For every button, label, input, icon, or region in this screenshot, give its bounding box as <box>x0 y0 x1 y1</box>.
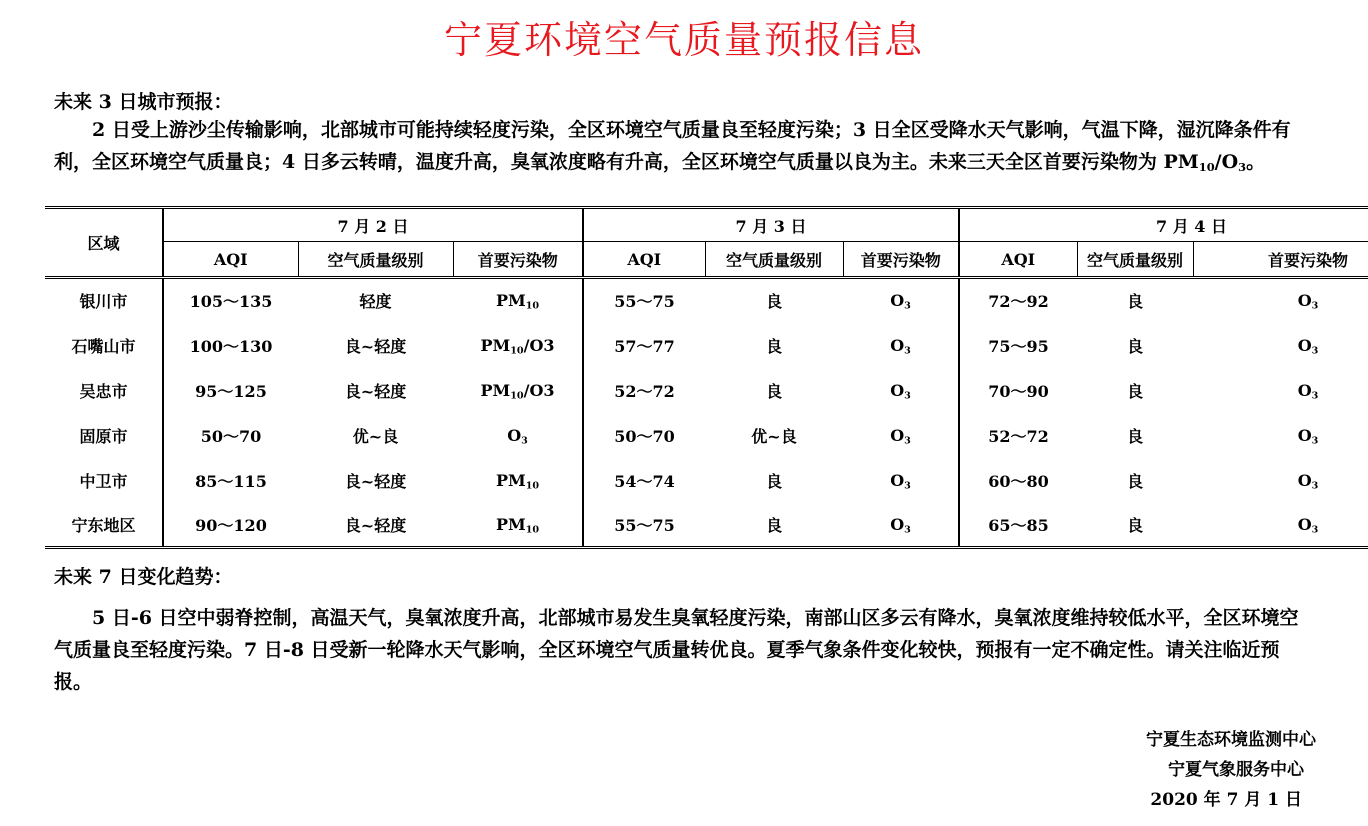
forecast-text-end: 。 <box>1246 151 1266 173</box>
pollutant-cell <box>1193 323 1368 368</box>
table-row <box>45 413 1368 458</box>
pollutant-cell <box>843 413 959 458</box>
pollutant-subscript: 3 <box>904 344 911 356</box>
pollutant-cell <box>843 323 959 368</box>
trend-heading: 未来 7 日变化趋势： <box>54 566 233 588</box>
region-header: 区域 <box>45 208 163 278</box>
pollutant-name: O <box>890 470 905 490</box>
city-cell: 银川市 <box>45 278 163 323</box>
pollutant-cell <box>843 458 959 503</box>
table-row <box>45 323 1368 368</box>
pollutant-name: PM <box>480 335 511 355</box>
level-cell: 良 <box>1126 336 1143 356</box>
pollutant-cell <box>1193 368 1368 413</box>
pollutant-cell <box>843 503 959 548</box>
forecast-table <box>45 206 1368 549</box>
level-cell: 良 <box>1077 503 1193 548</box>
signature-org-2: 宁夏气象服务中心 <box>1168 760 1304 780</box>
table-row <box>45 278 1368 323</box>
pollutant-name: O <box>890 335 905 355</box>
pollutant-cell <box>1193 458 1368 503</box>
pollutant-cell <box>843 278 959 323</box>
pollutant-subscript: 10 <box>525 479 540 491</box>
aqi-cell: 65～85 <box>959 503 1077 548</box>
city-cell: 固原市 <box>45 413 163 458</box>
pollutant-name: O <box>1297 514 1312 534</box>
table-row <box>45 368 1368 413</box>
level-cell: 良 <box>765 471 782 491</box>
pollutant-cell <box>453 413 583 458</box>
day-header-2: 7 月 3 日 <box>583 208 959 242</box>
pollutant-subscript: 10 <box>525 524 540 536</box>
col-header-pollutant-day1: 首要污染物 <box>453 242 583 278</box>
aqi-cell: 57～77 <box>614 336 675 356</box>
signature-org-1: 宁夏生态环境监测中心 <box>1146 730 1316 750</box>
pollutant-cell <box>453 323 583 368</box>
level-cell: 良 <box>765 292 782 312</box>
page-title: 宁夏环境空气质量预报信息 <box>443 18 924 62</box>
pollutant-name: O <box>890 380 905 400</box>
pollutant-name: PM <box>495 514 526 534</box>
aqi-cell: 95～125 <box>195 381 267 401</box>
city-cell: 宁东地区 <box>45 503 163 548</box>
level-cell: 优~良 <box>352 426 399 446</box>
level-cell: 良~轻度 <box>344 381 407 401</box>
level-cell: 良 <box>1126 426 1143 446</box>
pollutant-cell <box>1193 503 1368 548</box>
aqi-cell: 90～120 <box>163 503 298 548</box>
pollutant-name: O <box>1297 425 1312 445</box>
aqi-cell: 72～92 <box>988 292 1049 312</box>
aqi-cell: 50～70 <box>614 426 675 446</box>
col-header-aqi-day2: AQI <box>583 242 705 278</box>
pollutant-subscript: 3 <box>1311 344 1319 356</box>
pollutant-cell <box>453 278 583 323</box>
city-cell: 吴忠市 <box>45 368 163 413</box>
pollutant-name: O <box>507 425 522 445</box>
pollutant-subscript: 10 <box>525 300 540 312</box>
pollutant-subscript: 3 <box>1311 300 1319 312</box>
day-header-3: 7 月 4 日 <box>959 208 1368 242</box>
pollutant-subscript: 3 <box>1311 479 1319 491</box>
col-header-aqi-day1: AQI <box>163 242 298 278</box>
level-cell: 良 <box>1126 471 1143 491</box>
forecast-paragraph <box>54 114 1316 178</box>
pollutant-name: O <box>1297 335 1312 355</box>
pollutant-cell <box>453 458 583 503</box>
pollutant-extra: /O3 <box>523 335 555 355</box>
pollutant-cell <box>843 368 959 413</box>
pollutant-name: O <box>1297 470 1312 490</box>
aqi-cell: 50～70 <box>200 426 262 446</box>
pollutant-name: O <box>1297 291 1312 311</box>
aqi-cell: 70～90 <box>988 381 1049 401</box>
trend-paragraph: 5 日-6 日空中弱脊控制，高温天气，臭氧浓度升高，北部城市易发生臭氧轻度污染，南部山区多云有降水，臭氧浓度维持较低水平，全区环境空气质量良至轻度污染。7 日-8 日受新一轮降水天气影响，全区环境空气质量转优良。夏季气象条件变化较快，预报有一定不确定性。请关注临近预报。 <box>54 607 1299 693</box>
pollutant-subscript: 3 <box>904 389 911 401</box>
level-cell: 轻度 <box>359 292 392 312</box>
pollutant-subscript: 3 <box>1311 389 1319 401</box>
col-header-level-day1: 空气质量级别 <box>298 242 453 278</box>
aqi-cell: 55～75 <box>583 503 705 548</box>
aqi-cell: 75～95 <box>988 336 1049 356</box>
aqi-cell: 52～72 <box>614 381 675 401</box>
city-cell: 中卫市 <box>45 458 163 503</box>
col-header-pollutant-day2: 首要污染物 <box>843 242 959 278</box>
aqi-cell: 100～130 <box>189 336 273 356</box>
pollutant-subscript: 3 <box>1311 524 1319 536</box>
aqi-cell: 55～75 <box>614 292 675 312</box>
city-cell: 石嘴山市 <box>45 323 163 368</box>
pollutant-name: O <box>1297 380 1312 400</box>
col-header-pollutant-day3: 首要污染物 <box>1193 242 1368 278</box>
table-row <box>45 458 1368 503</box>
aqi-cell: 105～135 <box>189 292 273 312</box>
pollutant-name: PM <box>495 470 526 490</box>
pollutant-name: O <box>890 291 905 311</box>
pollutant-extra: /O3 <box>523 380 555 400</box>
aqi-cell: 52～72 <box>988 426 1049 446</box>
pollutant-subscript: 3 <box>904 434 911 446</box>
pollutant-subscript: 10 <box>510 344 524 356</box>
aqi-cell: 60～80 <box>988 471 1049 491</box>
pollutant-cell <box>1193 278 1368 323</box>
pollutant-name: PM <box>495 291 526 311</box>
level-cell: 良~轻度 <box>344 471 407 491</box>
level-cell: 良 <box>705 503 843 548</box>
level-cell: 良~轻度 <box>344 336 407 356</box>
level-cell: 良 <box>1126 381 1143 401</box>
pollutant-cell <box>453 503 583 548</box>
pollutant-subscript: 3 <box>1311 434 1319 446</box>
table-row <box>45 503 1368 548</box>
signature-date: 2020 年 7 月 1 日 <box>1150 790 1302 810</box>
day-header-1: 7 月 2 日 <box>163 208 583 242</box>
pollutant-subscript: 3 <box>904 300 911 312</box>
col-header-aqi-day3: AQI <box>959 242 1077 278</box>
forecast-text-main: 2 日受上游沙尘传输影响，北部城市可能持续轻度污染，全区环境空气质量良至轻度污染；3 日全区受降水天气影响，气温下降，湿沉降条件有利，全区环境空气质量良；4 日多云转晴，温度升高，臭氧浓度略有升高，全区环境空气质量以良为主。未来三天全区首要污染物为 PM <box>54 119 1291 173</box>
pollutant-name: O <box>890 425 905 445</box>
pollutant-subscript: 3 <box>904 479 911 491</box>
pollutant-subscript: 3 <box>521 434 528 446</box>
col-header-level-day2: 空气质量级别 <box>705 242 843 278</box>
col-header-level-day3: 空气质量级别 <box>1077 242 1193 278</box>
pollutant-name: PM <box>480 380 511 400</box>
pollutant-subscript: 3 <box>904 524 911 536</box>
forecast-sub-10: 10 <box>1198 159 1215 174</box>
forecast-sub-3: 3 <box>1238 159 1247 174</box>
level-cell: 优~良 <box>751 426 797 446</box>
pollutant-name: O <box>890 514 905 534</box>
forecast-heading: 未来 3 日城市预报： <box>54 91 233 113</box>
level-cell: 良 <box>765 381 782 401</box>
level-cell: 良 <box>765 336 782 356</box>
aqi-cell: 54～74 <box>614 471 675 491</box>
level-cell: 良 <box>1126 292 1143 312</box>
forecast-text-mid: /O <box>1214 151 1239 173</box>
pollutant-cell <box>1193 413 1368 458</box>
pollutant-cell <box>453 368 583 413</box>
level-cell: 良~轻度 <box>298 503 453 548</box>
pollutant-subscript: 10 <box>510 389 524 401</box>
aqi-cell: 85～115 <box>195 471 267 491</box>
